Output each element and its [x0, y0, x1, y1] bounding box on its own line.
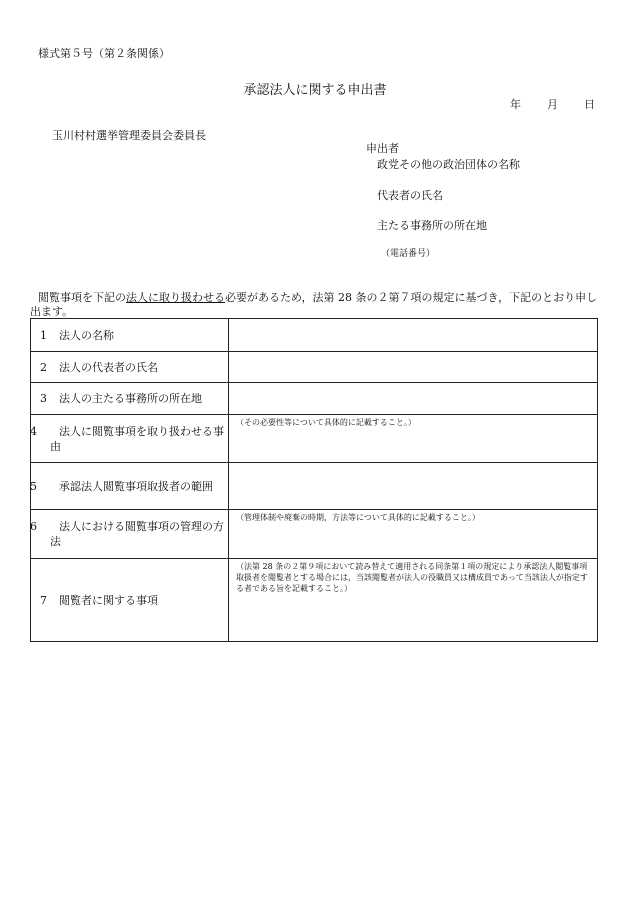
table-row	[31, 415, 598, 463]
date-year-label: 年	[510, 98, 521, 111]
row-label-cell	[31, 559, 229, 642]
date-month-label: 月	[547, 98, 558, 111]
row-label-cell	[31, 510, 229, 559]
table-row	[31, 319, 598, 352]
row-label: 法人の代表者の氏名	[59, 360, 158, 374]
applicant-representative-label: 代表者の氏名	[377, 189, 443, 202]
row-value-cell[interactable]	[229, 352, 598, 383]
row-label-cell	[31, 319, 229, 352]
row-number: 5	[30, 479, 37, 493]
row-number: 4	[30, 424, 37, 438]
row-number: 6	[30, 520, 37, 533]
row-value-cell[interactable]	[229, 559, 598, 642]
row-label-cell	[31, 463, 229, 510]
row-label-cell	[31, 352, 229, 383]
intro-paragraph	[30, 291, 602, 318]
row-label: 閲覧者に関する事項	[59, 593, 158, 607]
row-label: 承認法人閲覧事項取扱者の範囲	[59, 479, 213, 493]
row-value-cell[interactable]	[229, 383, 598, 415]
row-label-cell	[31, 415, 229, 463]
row-value-cell[interactable]	[229, 463, 598, 510]
form-number: 様式第５号（第２条関係）	[38, 47, 170, 60]
table-row	[31, 463, 598, 510]
row-number: 1	[40, 328, 47, 342]
applicant-phone-label: （電話番号）	[381, 249, 436, 259]
table-row	[31, 352, 598, 383]
row-note: （法第 28 条の２第９項において読み替えて適用される同条第１項の規定により承認法人閲覧事項取扱者を閲覧者とする場合には，当該閲覧者が法人の役職員又は構成員であって当該法人が指定する者である旨を記載すること。）	[236, 562, 588, 593]
intro-text-before: 閲覧事項を下記の	[38, 291, 126, 304]
row-label: 法人の名称	[59, 328, 114, 342]
row-number: 3	[40, 392, 47, 405]
row-label: 法人における閲覧事項の管理の方法	[50, 520, 224, 548]
table-row	[31, 383, 598, 415]
addressee: 玉川村村選挙管理委員会委員長	[52, 129, 206, 142]
applicant-office-address-label: 主たる事務所の所在地	[377, 219, 487, 232]
row-label: 法人に閲覧事項を取り扱わせる事由	[50, 424, 224, 453]
row-value-cell[interactable]	[229, 510, 598, 559]
applicant-heading: 申出者	[366, 142, 399, 155]
application-items-table	[30, 318, 598, 642]
row-number: 7	[40, 593, 47, 607]
row-label-cell	[31, 383, 229, 415]
row-number: 2	[40, 360, 47, 374]
date-day-label: 日	[584, 98, 595, 111]
row-note: （その必要性等について具体的に記載すること。）	[236, 418, 416, 427]
row-label: 法人の主たる事務所の所在地	[59, 392, 202, 405]
row-note: （管理体制や廃棄の時期，方法等について具体的に記載すること。）	[236, 513, 480, 522]
intro-text-after: 必要があるため，法第 28 条の２第７項の規定に基づき，下記のとおり申し出ます。	[30, 291, 598, 318]
table-row	[31, 510, 598, 559]
intro-underlined-text: 法人に取り扱わせる	[126, 291, 225, 304]
row-value-cell[interactable]	[229, 415, 598, 463]
document-title: 承認法人に関する申出書	[243, 83, 387, 98]
table-row	[31, 559, 598, 642]
row-value-cell[interactable]	[229, 319, 598, 352]
applicant-org-name-label: 政党その他の政治団体の名称	[377, 158, 520, 171]
